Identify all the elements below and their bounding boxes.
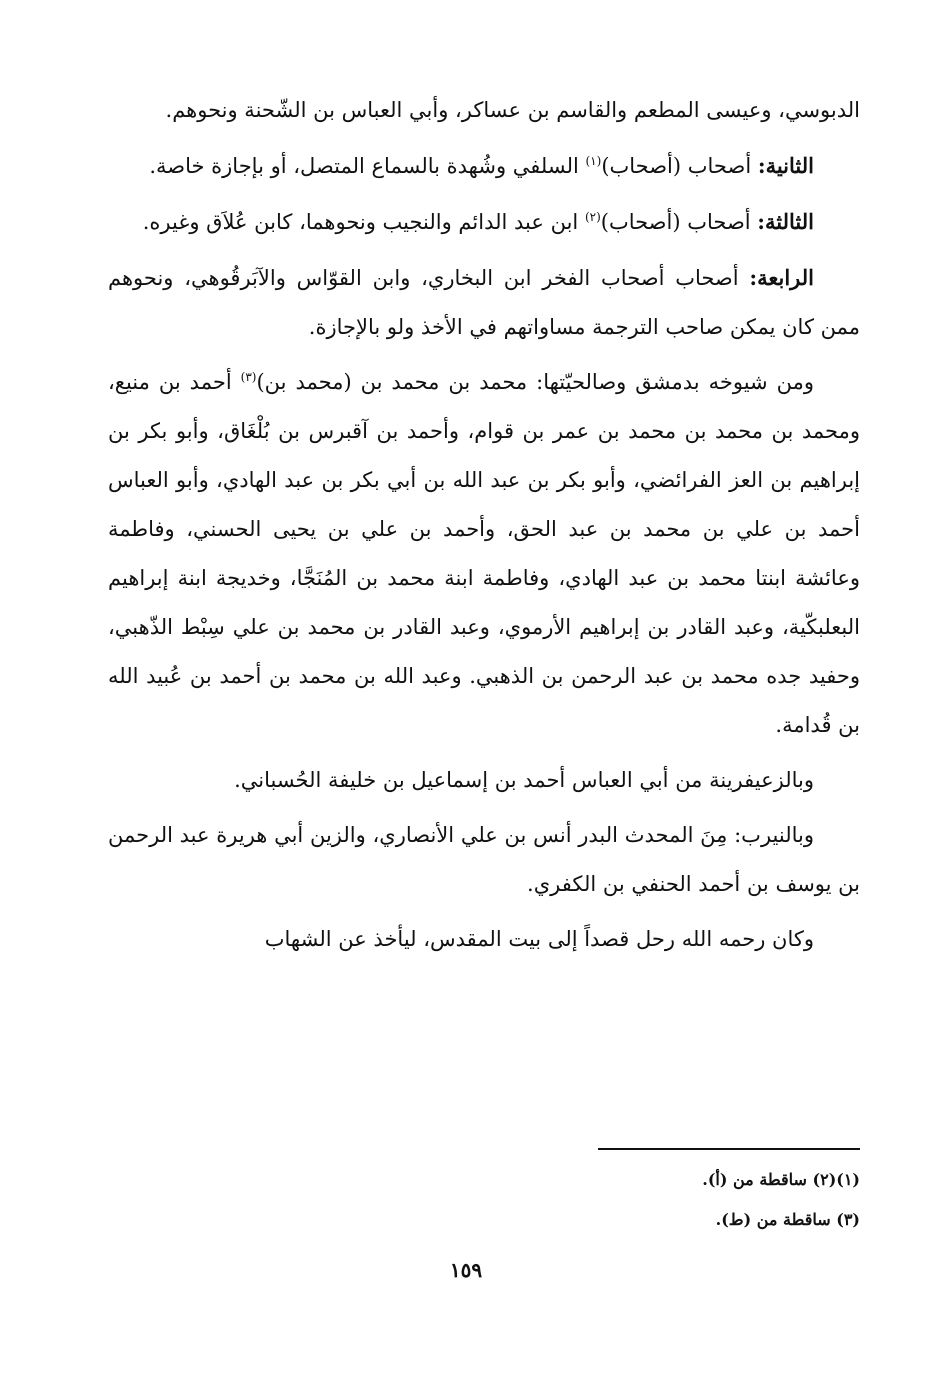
main-text [108,86,860,970]
page-number: ١٥٩ [449,1258,483,1282]
footnote-ref-1: (١) [585,154,602,168]
paragraph-1-text: الدبوسي، وعيسى المطعم والقاسم بن عساكر، وأبي العباس بن الشّحنة ونحوهم. [165,98,860,122]
paragraph-3-lead: الثالثة: [757,209,814,234]
paragraph-5-text-b: أحمد بن منيع، ومحمد بن محمد بن محمد بن عمر بن قوام، وأحمد بن آقبرس بن بُلْغَاق، وأبو بكر بن إبراهيم بن العز الفرائضي، وأبو بكر بن عبد الله بن أبي بكر بن عبد الهادي، وأبو العباس أحمد بن علي بن محمد بن عبد الحق، وأحمد بن علي بن يحيى الحسني، وفاطمة وعائشة ابنتا محمد بن عبد الهادي، وفاطمة ابنة محمد بن المُنَجَّا، وخديجة ابنة إبراهيم البعلبكّية، وعبد القادر بن إبراهيم الأرموي، وعبد القادر بن محمد بن علي سِبْط الذّهبي، وحفيد جده محمد بن عبد الرحمن بن الذهبي. وعبد الله بن محمد بن أحمد بن عُبيد الله بن قُدامة. [108,370,860,737]
footnotes [460,1160,860,1240]
paragraph-6 [108,756,860,805]
paragraph-4-lead: الرابعة: [749,265,814,290]
paragraph-2-lead: الثانية: [757,153,814,178]
paragraph-5 [108,358,860,750]
paragraph-3-text-a: أصحاب (أصحاب) [600,210,758,234]
footnote-2: (٣) ساقطة من (ط). [715,1210,860,1229]
paragraph-3-text-b: ابن عبد الدائم والنجيب ونحوهما، كابن عُلاَق وغيره. [142,210,585,234]
paragraph-3 [108,197,860,247]
paragraph-7-text: وبالنيرب: مِنَ المحدث البدر أنس بن علي الأنصاري، والزين أبي هريرة عبد الرحمن بن يوسف بن أحمد الحنفي بن الكفري. [108,823,860,896]
paragraph-7 [108,811,860,909]
paragraph-1 [108,86,860,135]
paragraph-8-text: وكان رحمه الله رحل قصداً إلى بيت المقدس، ليأخذ عن الشهاب [264,927,814,951]
paragraph-2-text-b: السلفي وشُهدة بالسماع المتصل، أو بإجازة خاصة. [149,154,586,178]
paragraph-5-text-a: ومن شيوخه بدمشق وصالحيّتها: محمد بن محمد بن (محمد بن) [256,370,814,394]
footnote-divider [598,1148,860,1150]
footnote-ref-2: (٢) [584,210,601,224]
paragraph-2 [108,141,860,191]
paragraph-4-text: أصحاب أصحاب الفخر ابن البخاري، وابن القوّاس والآبَرقُوهي، ونحوهم ممن كان يمكن صاحب الترجمة مساواتهم في الأخذ ولو بالإجازة. [108,266,860,339]
paragraph-6-text: وبالزعيفرينة من أبي العباس أحمد بن إسماعيل بن خليفة الحُسباني. [234,768,814,792]
paragraph-2-text-a: أصحاب (أصحاب) [601,154,758,178]
paragraph-4 [108,253,860,352]
footnote-ref-3: (٣) [240,370,257,384]
paragraph-8 [108,915,860,964]
footnote-1: (١)(٢) ساقطة من (أ). [702,1170,860,1189]
